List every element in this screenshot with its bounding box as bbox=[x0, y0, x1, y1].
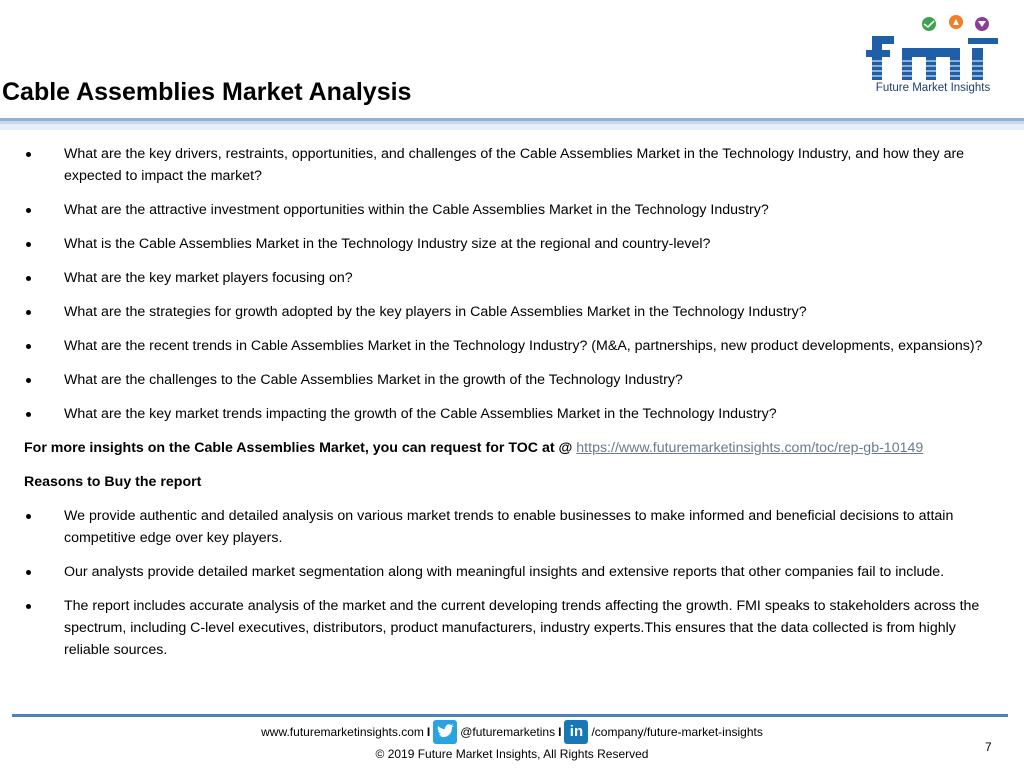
reasons-list bbox=[0, 505, 1024, 661]
logo-subtitle: Future Market Insights bbox=[875, 82, 991, 94]
bullet-icon bbox=[26, 570, 31, 575]
questions-list bbox=[0, 143, 1024, 425]
list-item: Our analysts provide detailed market segmentation along with meaningful insights and extensive reports that other companies fail to include. bbox=[0, 561, 1024, 583]
list-item: What are the challenges to the Cable Assemblies Market in the growth of the Technology Industry? bbox=[0, 369, 1024, 391]
footer-website[interactable]: www.futuremarketinsights.com bbox=[261, 725, 424, 739]
fmi-logo-mark bbox=[862, 14, 1004, 82]
bullet-icon bbox=[26, 604, 31, 609]
linkedin-icon[interactable]: in bbox=[564, 720, 588, 744]
list-item: What are the key drivers, restraints, opportunities, and challenges of the Cable Assemblies Market in the Technology Industry, and how they are expected to impact the market? bbox=[0, 143, 1024, 187]
list-item: We provide authentic and detailed analysis on various market trends to enable businesses to make informed and beneficial decisions to attain competitive edge over key players. bbox=[0, 505, 1024, 549]
bullet-icon bbox=[26, 344, 31, 349]
bullet-icon bbox=[26, 514, 31, 519]
bullet-icon bbox=[26, 378, 31, 383]
list-item: The report includes accurate analysis of the market and the current developing trends affecting the growth. FMI speaks to stakeholders across the spectrum, including C-level executives, distributors, product manufacturers, industry experts.This ensures that the data collected is from highly reliable sources. bbox=[0, 595, 1024, 661]
header-divider bbox=[0, 118, 1024, 130]
footer bbox=[0, 722, 1024, 761]
list-item: What are the key market trends impacting the growth of the Cable Assemblies Market in the Technology Industry? bbox=[0, 403, 1024, 425]
bullet-icon bbox=[26, 242, 31, 247]
bullet-icon bbox=[26, 276, 31, 281]
toc-request-paragraph: For more insights on the Cable Assemblies Market, you can request for TOC at @ https://www.futuremarketinsights.com/toc/rep-gb-10149 bbox=[24, 440, 924, 456]
footer-twitter-handle[interactable]: @futuremarketins bbox=[460, 725, 556, 739]
twitter-icon[interactable] bbox=[433, 720, 457, 744]
page-title: Cable Assemblies Market Analysis bbox=[2, 78, 412, 106]
footer-divider bbox=[12, 714, 1008, 717]
fmi-logo bbox=[862, 14, 1004, 104]
toc-link[interactable]: https://www.futuremarketinsights.com/toc/rep-gb-10149 bbox=[576, 440, 924, 456]
bullet-icon bbox=[26, 412, 31, 417]
reasons-heading: Reasons to Buy the report bbox=[24, 474, 202, 490]
list-item: What are the attractive investment opportunities within the Cable Assemblies Market in the Technology Industry? bbox=[0, 199, 1024, 221]
footer-separator: I bbox=[426, 725, 431, 739]
page-number: 7 bbox=[985, 740, 992, 754]
list-item: What are the key market players focusing on? bbox=[0, 267, 1024, 289]
main-content bbox=[0, 143, 1024, 673]
footer-separator: I bbox=[558, 725, 562, 739]
bullet-icon bbox=[26, 310, 31, 315]
list-item: What are the recent trends in Cable Assemblies Market in the Technology Industry? (M&A, partnerships, new product developments, expansions)? bbox=[0, 335, 1024, 357]
footer-contacts bbox=[0, 722, 1024, 742]
list-item: What is the Cable Assemblies Market in the Technology Industry size at the regional and country-level? bbox=[0, 233, 1024, 255]
list-item: What are the strategies for growth adopted by the key players in Cable Assemblies Market in the Technology Industry? bbox=[0, 301, 1024, 323]
bullet-icon bbox=[26, 152, 31, 157]
footer-copyright: © 2019 Future Market Insights, All Rights Reserved bbox=[375, 747, 649, 761]
bullet-icon bbox=[26, 208, 31, 213]
footer-linkedin[interactable]: /company/future-market-insights bbox=[591, 725, 763, 739]
